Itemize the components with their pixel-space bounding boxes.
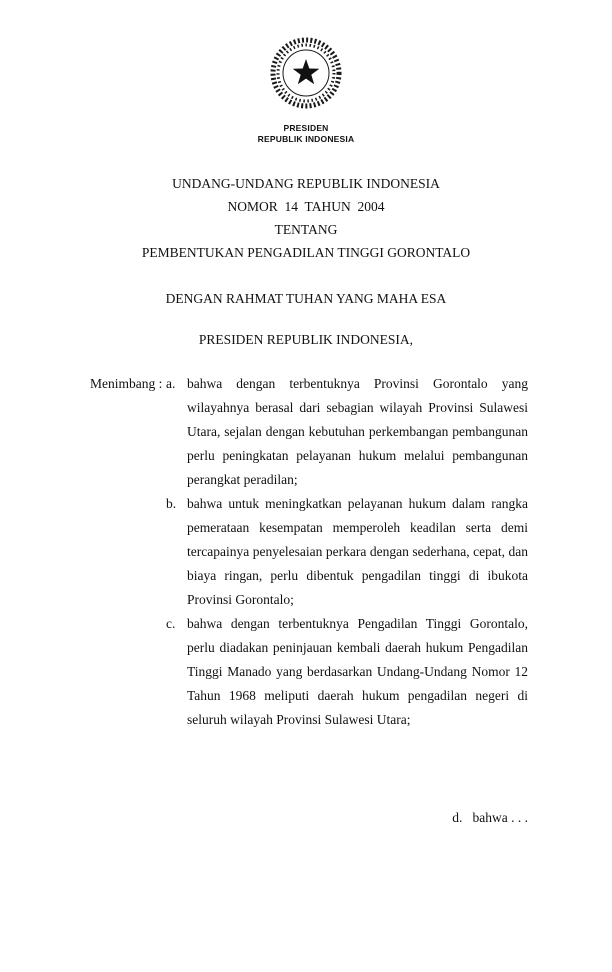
salutation-line: PRESIDEN REPUBLIK INDONESIA,	[198, 332, 414, 348]
item-text: bahwa dengan terbentuknya Provinsi Gorontalo yang wilayahnya berasal dari sebagian wilayah Provinsi Sulawesi Utara, sejalan dengan kebutuhan perkembangan pembangunan perlu peningkatan pelayanan hukum melalui pembangunan perangkat peradilan;	[187, 376, 528, 488]
letterhead	[0, 123, 612, 145]
law-title-line2: NOMOR 14 TAHUN 2004	[227, 199, 385, 215]
presidential-seal	[0, 0, 612, 114]
menimbang-label: Menimbang :	[90, 376, 163, 392]
considerations-section	[90, 372, 528, 732]
invocation-line: DENGAN RAHMAT TUHAN YANG MAHA ESA	[165, 291, 447, 307]
item-letter: b.	[166, 496, 177, 512]
list-item	[166, 372, 528, 492]
law-title-line1: UNDANG-UNDANG REPUBLIK INDONESIA	[172, 176, 440, 192]
item-letter: c.	[166, 616, 176, 632]
item-letter: a.	[166, 376, 176, 392]
list-item	[166, 612, 528, 732]
page-catchword: d. bahwa . . .	[452, 810, 528, 825]
letterhead-line-presiden: PRESIDEN	[283, 123, 329, 133]
law-title-line4: PEMBENTUKAN PENGADILAN TINGGI GORONTALO	[141, 245, 471, 261]
item-text: bahwa untuk meningkatkan pelayanan hukum dalam rangka pemerataan kesempatan memperoleh keadilan serta demi tercapainya penyelesaian perkara dengan sederhana, cepat, dan biaya ringan, perlu dibentuk pengadilan tinggi di ibukota Provinsi Gorontalo;	[187, 496, 528, 608]
considerations-list	[166, 372, 528, 732]
law-title-line3: TENTANG	[274, 222, 338, 238]
star-icon	[293, 59, 320, 84]
item-text: bahwa dengan terbentuknya Pengadilan Tinggi Gorontalo, perlu diadakan peninjauan kembali daerah hukum Pengadilan Tinggi Manado yang berdasarkan Undang-Undang Nomor 12 Tahun 1968 meliputi daerah hukum pengadilan negeri di seluruh wilayah Provinsi Sulawesi Utara;	[187, 616, 528, 728]
star-wreath-icon	[264, 34, 348, 114]
letterhead-line-republik: REPUBLIK INDONESIA	[257, 134, 355, 145]
title-block	[0, 172, 612, 264]
list-item	[166, 492, 528, 612]
